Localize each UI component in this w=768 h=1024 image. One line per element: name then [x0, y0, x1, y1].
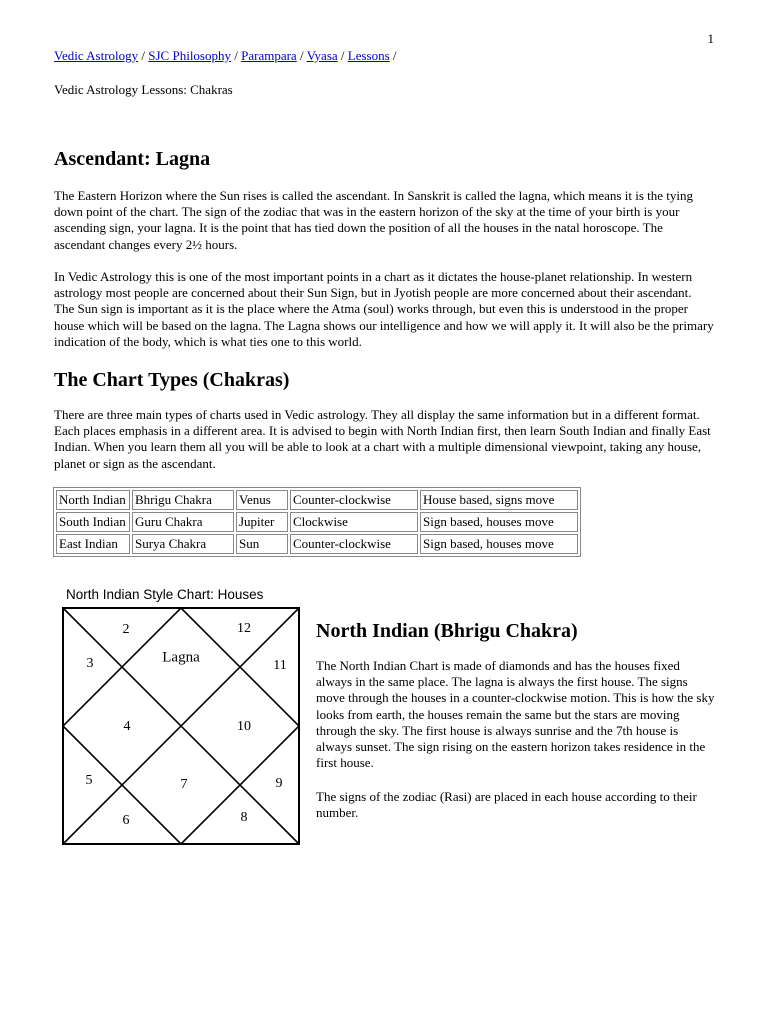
chart-house-label: 10: [237, 719, 251, 734]
chart-house-label: 7: [180, 777, 188, 792]
paragraph-north-indian-description: The North Indian Chart is made of diamonds and has the houses fixed always in the same place. The lagna is always the first house. The signs move through the houses in a counter-clockwise motion. This is how the sky looks from earth, the houses remain the same but the stars are moving through the sky. The first house is always sunrise and the 7th house is always sunset. The sign rising on the eastern horizon takes residence in the first house.: [316, 658, 715, 771]
breadcrumb-separator: /: [141, 48, 146, 63]
breadcrumb-link-lessons[interactable]: Lessons: [347, 48, 390, 63]
breadcrumb-link-sjc-philosophy[interactable]: SJC Philosophy: [148, 48, 231, 63]
table-cell-direction: Clockwise: [290, 512, 418, 532]
page-number: 1: [707, 31, 714, 46]
breadcrumb-separator: /: [299, 48, 304, 63]
north-indian-chart-figure: [60, 585, 310, 855]
chart-house-label: 6: [122, 813, 130, 828]
chakra-comparison-table: [53, 487, 581, 557]
heading-chart-types: The Chart Types (Chakras): [54, 369, 290, 391]
table-cell-basis: House based, signs move: [420, 490, 578, 510]
table-cell-chakra-name: Bhrigu Chakra: [132, 490, 234, 510]
chart-house-label: 5: [85, 773, 93, 788]
table-cell-chart-type: South Indian: [56, 512, 130, 532]
chart-house-label: 9: [275, 776, 283, 791]
chart-title: North Indian Style Chart: Houses: [66, 587, 264, 602]
chart-diagram: [60, 605, 310, 855]
chart-center-label: Lagna: [162, 649, 200, 666]
breadcrumb-separator: /: [234, 48, 238, 63]
page-subtitle: Vedic Astrology Lessons: Chakras: [54, 82, 233, 97]
chart-house-label: 11: [273, 658, 287, 673]
table-cell-chakra-name: Surya Chakra: [132, 534, 234, 554]
table-cell-planet: Sun: [236, 534, 288, 554]
paragraph-ascendant-importance: In Vedic Astrology this is one of the most important points in a chart as it dictates the house-planet relationship. In western astrology most people are concerned about their Sun Sign, but in Jyotish people are more concerned about their ascendant. The Sun sign is important as it is the place where the Atma (soul) works through, but even this is understood in the proper house which will be based on the lagna. The Lagna shows our intelligence and how we will apply it. It will also be the primary indication of the body, which is what ties one to this world.: [54, 269, 714, 349]
table-row: [56, 512, 578, 532]
chart-house-label: 4: [123, 719, 131, 734]
breadcrumb-link-vedic-astrology[interactable]: Vedic Astrology: [54, 48, 139, 63]
table-row: [56, 490, 578, 510]
table-cell-chart-type: North Indian: [56, 490, 130, 510]
paragraph-rasi-placement: The signs of the zodiac (Rasi) are placed in each house according to their number.: [316, 789, 697, 821]
breadcrumb-link-parampara[interactable]: Parampara: [241, 48, 297, 63]
table-cell-direction: Counter-clockwise: [290, 490, 418, 510]
table-cell-direction: Counter-clockwise: [290, 534, 418, 554]
paragraph-chart-types: There are three main types of charts used in Vedic astrology. They all display the same information but in a different format. Each places emphasis in a different area. It is advised to begin with North Indian first, then learn South Indian and finally East Indian. When you learn them all you will be able to look at a chart with a multiple dimensional viewpoint, taking any house, planet or sign as the ascendant.: [54, 407, 711, 471]
chart-house-label: 8: [240, 810, 248, 825]
table-cell-basis: Sign based, houses move: [420, 534, 578, 554]
breadcrumb-separator: /: [392, 48, 397, 63]
table-cell-chart-type: East Indian: [56, 534, 130, 554]
table-cell-planet: Jupiter: [236, 512, 288, 532]
heading-ascendant-lagna: Ascendant: Lagna: [54, 148, 211, 170]
table-cell-basis: Sign based, houses move: [420, 512, 578, 532]
chart-house-label: 12: [237, 621, 251, 636]
chart-house-label: 2: [122, 622, 130, 637]
chart-house-label: 3: [86, 656, 94, 671]
breadcrumb-separator: /: [340, 48, 345, 63]
breadcrumb: [54, 48, 397, 64]
table-cell-chakra-name: Guru Chakra: [132, 512, 234, 532]
breadcrumb-link-vyasa[interactable]: Vyasa: [306, 48, 338, 63]
table-row: [56, 534, 578, 554]
heading-north-indian: North Indian (Bhrigu Chakra): [316, 620, 578, 642]
table-cell-planet: Venus: [236, 490, 288, 510]
paragraph-ascendant-definition: The Eastern Horizon where the Sun rises is called the ascendant. In Sanskrit is called the lagna, which means it is the tying down point of the chart. The sign of the zodiac that was in the eastern horizon of the sky at the time of your birth is your ascending sign, your lagna. It is the point that has tied down the position of all the houses in the natal horoscope. The ascendant changes every 2½ hours.: [54, 188, 693, 252]
